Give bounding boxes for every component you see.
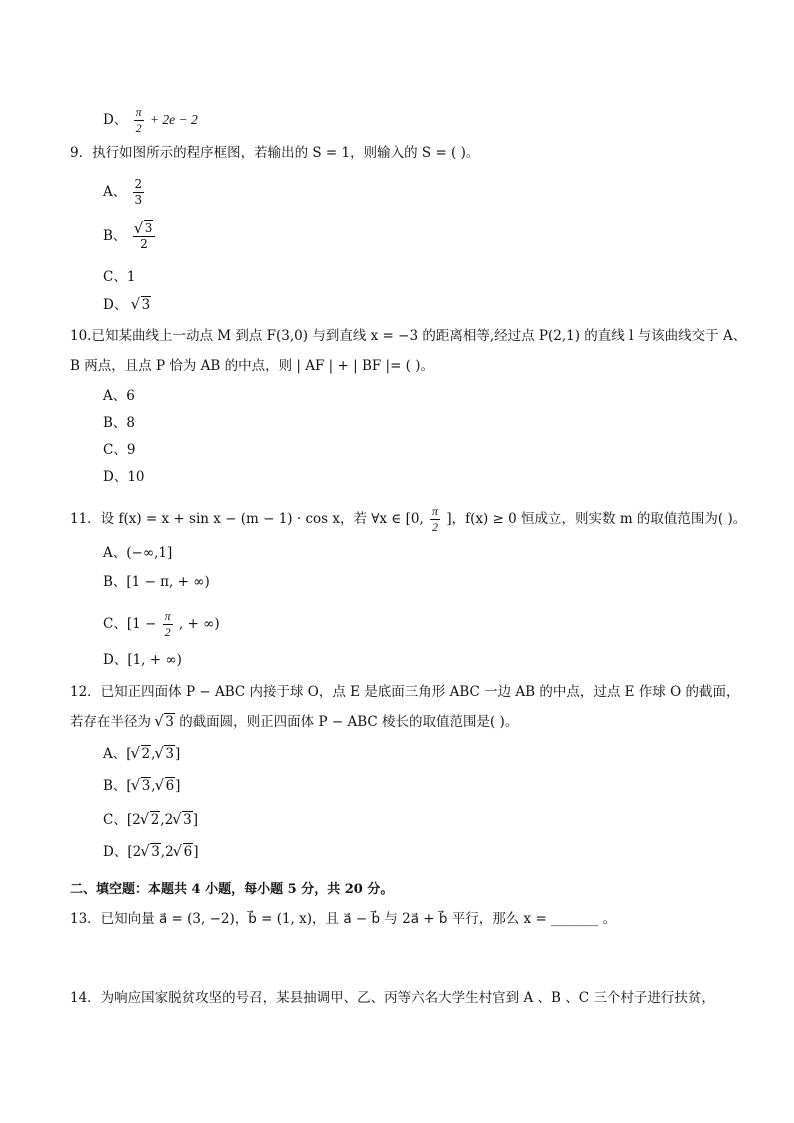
option-text: ,2: [160, 844, 174, 860]
sqrt-symbol: [135, 222, 154, 235]
stem-text: 的截面圆，则正四面体 P − ABC 棱长的取值范围是( )。: [179, 714, 519, 730]
q10-stem-line1: 10.已知某曲线上一动点 M 到点 F(3,0) 与到直线 x = −3 的距离相等,经过点 P(2,1) 的直线 l 与该曲线交于 A、: [70, 328, 747, 344]
sqrt-symbol: [132, 748, 152, 762]
sqrt-symbol: [174, 846, 194, 860]
denominator: 2: [164, 625, 171, 640]
radicand: 3: [144, 221, 153, 235]
option-text: D、[2: [103, 844, 142, 860]
denominator: 2: [140, 237, 148, 252]
q11-stem: [70, 505, 746, 534]
q11-option-a: A、(−∞,1]: [103, 545, 173, 561]
fraction: [163, 610, 173, 639]
q9-option-b: [103, 222, 157, 251]
option-text: ]: [193, 844, 199, 860]
radicand: 3: [141, 778, 151, 794]
sqrt-symbol: [155, 748, 175, 762]
denominator: 2: [135, 121, 142, 136]
fraction: [134, 106, 144, 135]
q9-option-c: C、1: [103, 269, 136, 285]
expression: + 2e − 2: [149, 112, 198, 128]
q12-stem-line1: 12．已知正四面体 P − ABC 内接于球 O，点 E 是底面三角形 ABC 一边 AB 的中点，过点 E 作球 O 的截面，: [70, 684, 740, 700]
sqrt-symbol: [155, 716, 175, 730]
fraction: [430, 505, 440, 534]
option-text: ]: [175, 778, 181, 794]
radicand: 6: [183, 844, 193, 860]
stem-text: 若存在半径为: [70, 714, 151, 730]
q11-option-c: [103, 610, 220, 639]
q14-stem: 14．为响应国家脱贫攻坚的号召，某县抽调甲、乙、丙等六名大学生村官到 A 、B 、C 三个村子进行扶贫，: [70, 990, 715, 1006]
q9-option-a: [103, 178, 146, 207]
option-text: C、[1 −: [103, 616, 157, 633]
q12-option-a: A、[√ 2,√ 3]: [103, 748, 180, 762]
q11-option-d: D、[1, + ∞): [103, 652, 182, 668]
q12-option-b: B、[√ 3,√ 6]: [103, 780, 180, 794]
section-heading: 二、填空题：本题共 4 小题，每小题 5 分，共 20 分。: [70, 882, 394, 897]
option-text: A、[: [103, 746, 132, 762]
sqrt-symbol: [132, 299, 152, 313]
numerator: π: [163, 610, 173, 625]
option-label: A、: [103, 184, 127, 201]
radicand: 2: [141, 746, 151, 762]
q10-stem-line2: B 两点，且点 P 恰为 AB 的中点，则 | AF | + | BF |= ( )。: [70, 358, 435, 374]
option-label: D、: [103, 112, 128, 129]
numerator: π: [134, 106, 144, 121]
radicand: 3: [183, 812, 192, 828]
numerator: π: [430, 505, 440, 520]
sqrt-symbol: [173, 814, 193, 828]
option-label: D、: [103, 297, 128, 313]
radicand: 6: [165, 778, 175, 794]
radicand: 3: [141, 297, 151, 313]
numerator: 2: [133, 178, 145, 193]
q10-option-b: B、8: [103, 415, 136, 431]
q9-stem: 9．执行如图所示的程序框图，若输出的 S = 1，则输入的 S = ( )。: [70, 145, 480, 161]
option-text: C、[2: [103, 812, 141, 828]
option-text: ]: [192, 812, 199, 828]
q12-option-d: [103, 846, 199, 860]
option-text: B、[: [103, 778, 132, 794]
stem-text: 11．设 f(x) = x + sin x − (m − 1) · cos x，若 ∀x ∈ [0,: [70, 511, 424, 528]
option-text: , + ∞): [178, 616, 220, 633]
option-text: ]: [175, 746, 181, 762]
sqrt-symbol: [156, 780, 176, 794]
q10-option-d: D、10: [103, 469, 145, 485]
q13-stem: 13．已知向量 a⃗ = (3, −2)，b⃗ = (1, x)，且 a⃗ − b⃗ 与 2a⃗ + b⃗ 平行，那么 x = _______ 。: [70, 911, 617, 927]
radicand: 3: [165, 746, 175, 762]
denominator: 3: [134, 193, 143, 208]
q9-option-d: [103, 299, 151, 313]
option-label: B、: [103, 228, 127, 245]
stem-text: ]，f(x) ≥ 0 恒成立，则实数 m 的取值范围为( )。: [446, 511, 747, 528]
q12-option-c: [103, 814, 198, 828]
q11-option-b: B、[1 − π, + ∞): [103, 574, 210, 590]
fraction: [133, 222, 156, 251]
numerator: [133, 222, 156, 237]
q10-option-a: A、6: [103, 388, 135, 404]
denominator: 2: [432, 520, 439, 535]
q12-stem-line2: [70, 716, 518, 730]
radicand: 2: [150, 812, 160, 828]
q10-option-c: C、9: [103, 442, 136, 458]
sqrt-symbol: [141, 814, 161, 828]
option-text: ,2: [160, 812, 174, 828]
sqrt-symbol: [132, 780, 152, 794]
radicand: 3: [165, 714, 174, 730]
radicand: 3: [151, 844, 160, 860]
q8-option-d: [103, 106, 198, 135]
sqrt-symbol: [141, 846, 161, 860]
fraction: [133, 178, 145, 207]
